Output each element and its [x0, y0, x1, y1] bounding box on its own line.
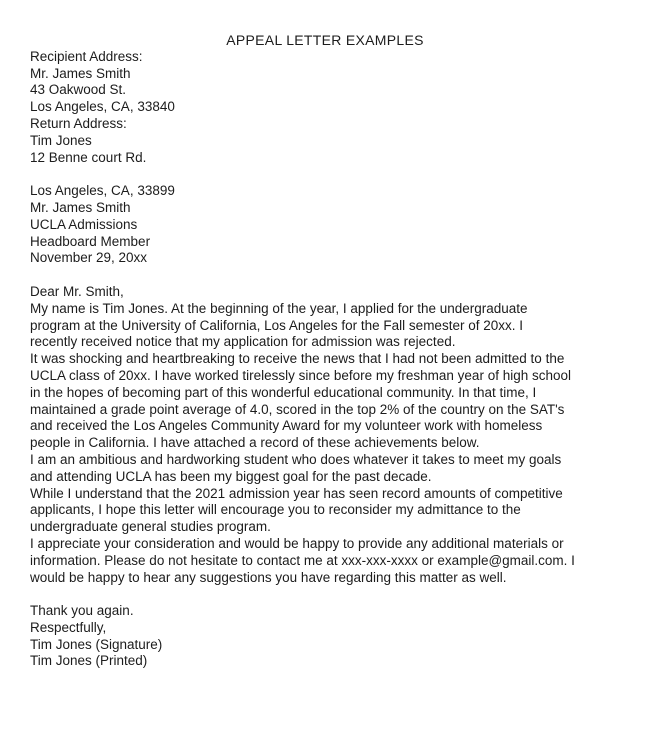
letter-line: information. Please do not hesitate to contact me at xxx-xxx-xxxx or example@gmail.com. I: [30, 552, 575, 568]
letter-line: It was shocking and heartbreaking to receive the news that I had not been admitted to the: [30, 351, 565, 367]
letter-line: 12 Benne court Rd.: [30, 149, 147, 165]
recipient-address-block: [30, 49, 632, 116]
letter-line: 43 Oakwood St.: [30, 82, 127, 98]
salutation: Dear Mr. Smith,: [30, 283, 124, 299]
letter-line: Mr. James Smith: [30, 65, 131, 81]
letter-line: Tim Jones (Printed): [30, 653, 148, 669]
letter-line: Tim Jones: [30, 132, 92, 148]
letter-line: program at the University of California, Los Angeles for the Fall semester of 20xx. I: [30, 317, 523, 333]
letter-line: Tim Jones (Signature): [30, 636, 163, 652]
letter-line: Return Address:: [30, 115, 127, 131]
letter-line: Mr. James Smith: [30, 199, 131, 215]
letter-line: UCLA Admissions: [30, 216, 138, 232]
inside-address-block: [30, 183, 632, 267]
letter-line: I appreciate your consideration and would be happy to provide any additional materials or: [30, 535, 564, 551]
letter-line: While I understand that the 2021 admission year has seen record amounts of competitive: [30, 485, 563, 501]
blank-line: [30, 586, 632, 603]
letter-line: maintained a grade point average of 4.0, scored in the top 2% of the country on the SAT's: [30, 401, 565, 417]
letter-line: Los Angeles, CA, 33840: [30, 99, 175, 115]
body-paragraphs: [30, 301, 632, 587]
letter-line: and received the Los Angeles Community Award for my volunteer work with homeless: [30, 418, 543, 434]
letter-line: would be happy to hear any suggestions you have regarding this matter as well.: [30, 569, 507, 585]
letter-line: Recipient Address:: [30, 48, 143, 64]
letter-line: applicants, I hope this letter will encourage you to reconsider my admittance to the: [30, 502, 521, 518]
letter-line: UCLA class of 20xx. I have worked tirelessly since before my freshman year of high school: [30, 367, 571, 383]
letter-line: people in California. I have attached a record of these achievements below.: [30, 435, 480, 451]
blank-line: [30, 267, 632, 284]
closing-block: [30, 603, 632, 670]
letter-line: and attending UCLA has been my biggest goal for the past decade.: [30, 468, 432, 484]
letter-content: [30, 49, 632, 670]
letter-line: undergraduate general studies program.: [30, 519, 271, 535]
page-title: APPEAL LETTER EXAMPLES: [226, 32, 424, 48]
letter-line: Respectfully,: [30, 619, 107, 635]
letter-line: I am an ambitious and hardworking student who does whatever it takes to meet my goals: [30, 451, 562, 467]
letter-line: in the hopes of becoming part of this wonderful educational community. In that time, I: [30, 384, 537, 400]
letter-line: recently received notice that my application for admission was rejected.: [30, 334, 456, 350]
letter-line: Los Angeles, CA, 33899: [30, 183, 175, 199]
letter-line: November 29, 20xx: [30, 250, 148, 266]
letter-line: My name is Tim Jones. At the beginning of the year, I applied for the undergraduate: [30, 300, 528, 316]
letter-line: Headboard Member: [30, 233, 151, 249]
blank-line: [30, 166, 632, 183]
return-address-block: [30, 116, 632, 166]
letter-line: Thank you again.: [30, 603, 134, 619]
